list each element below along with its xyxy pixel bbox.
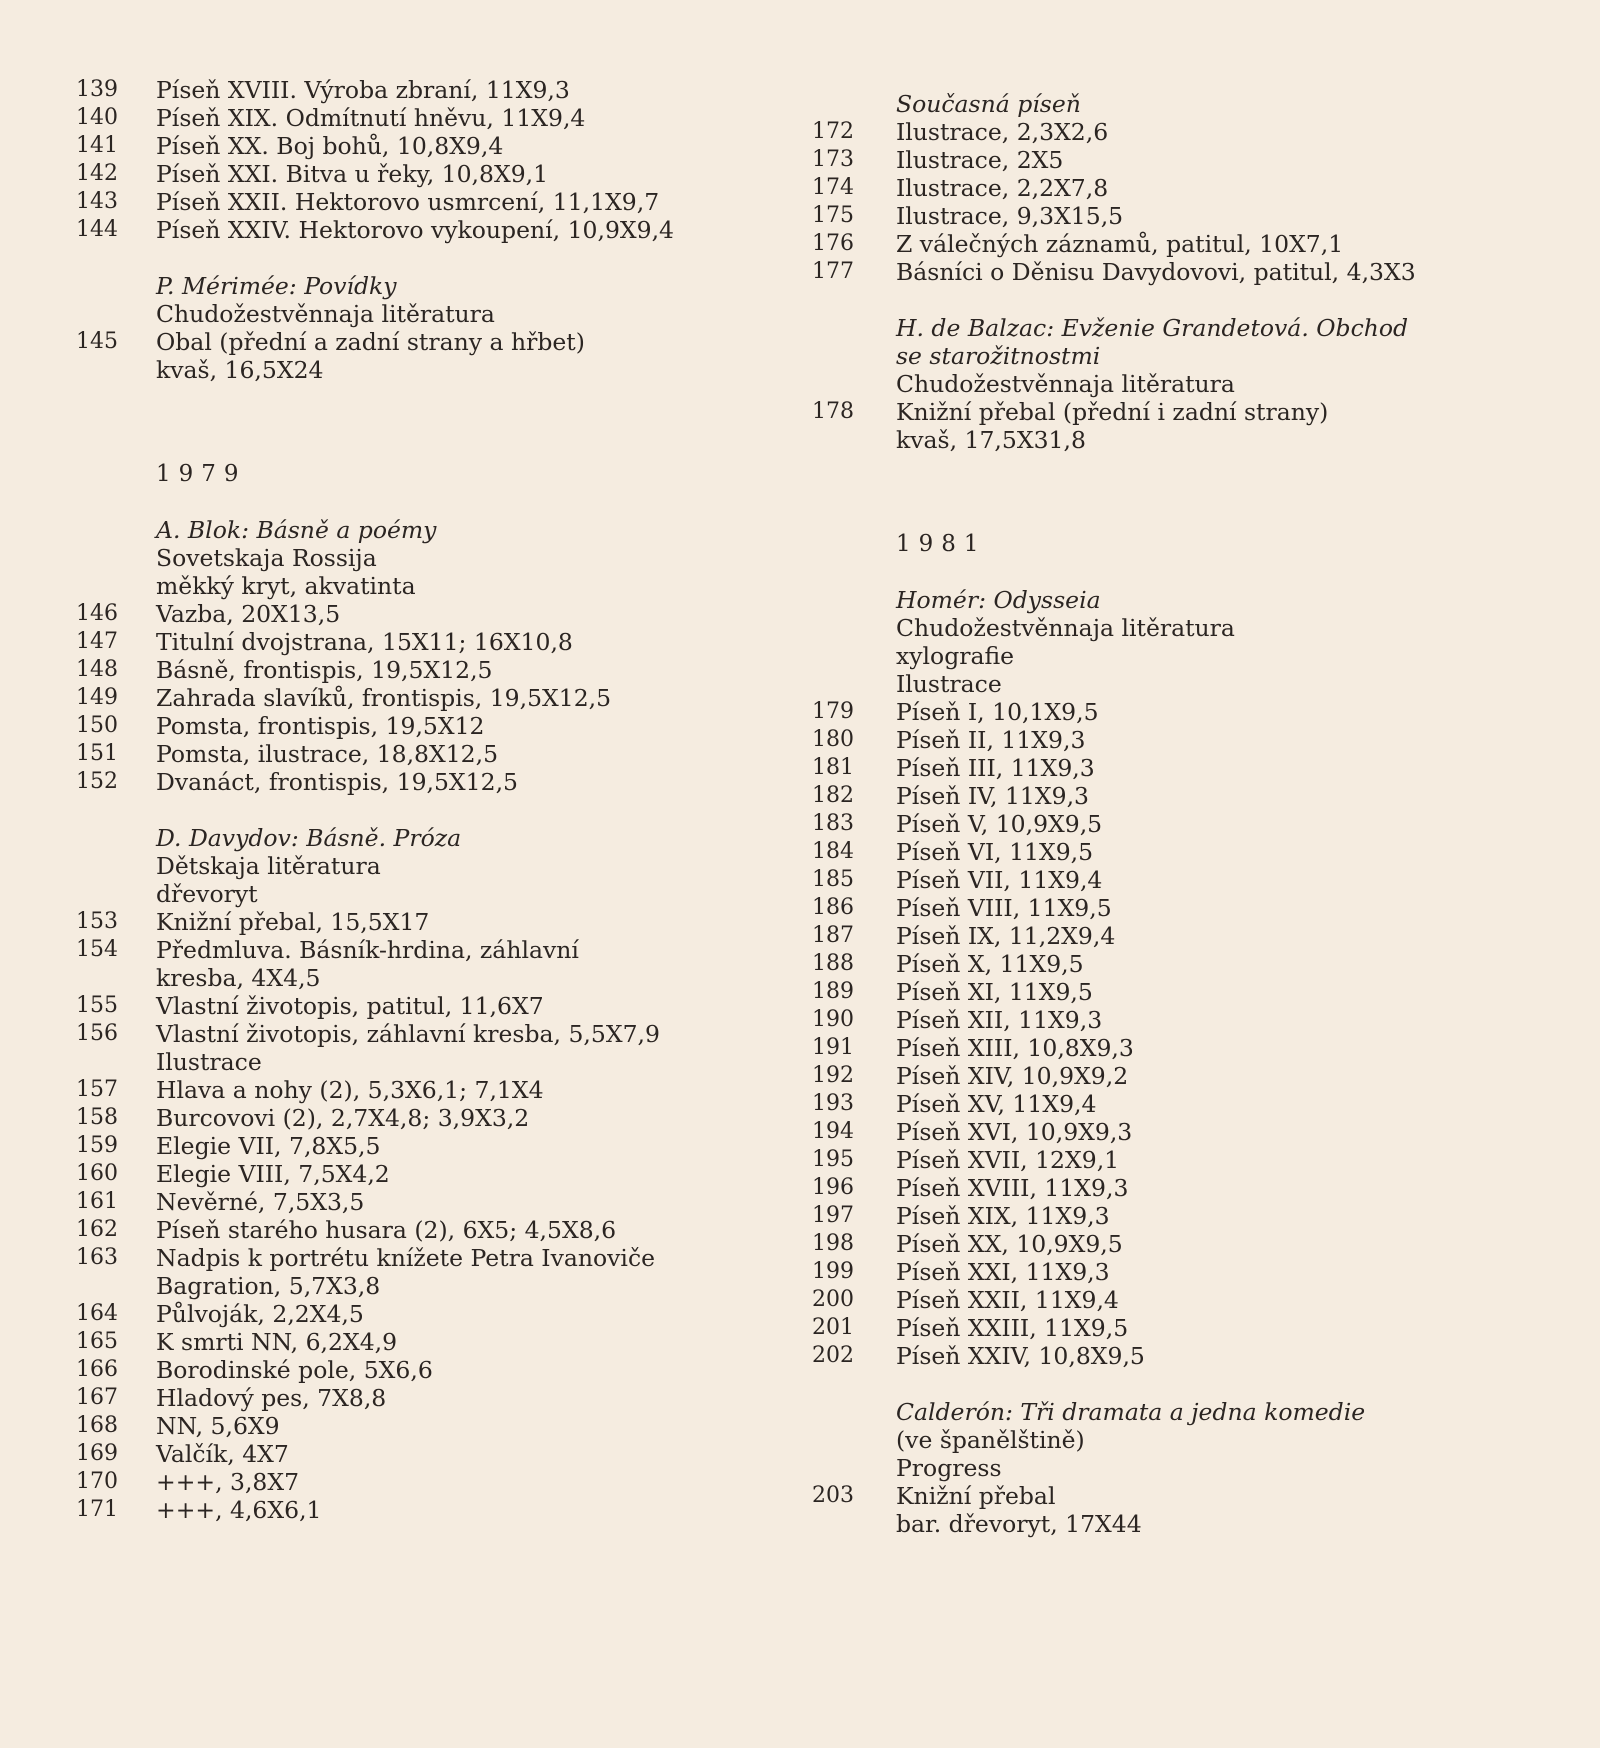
item-number: 192 <box>812 1063 854 1088</box>
entry-list <box>76 76 716 244</box>
item-text: Píseň IX, 11,2X9,4 <box>896 922 1116 950</box>
list-item <box>76 656 716 684</box>
item-number: 159 <box>76 1133 118 1158</box>
item-text: Píseň XXII. Hektorovo usmrcení, 11,1X9,7 <box>156 188 660 216</box>
item-number: 150 <box>76 713 118 738</box>
item-number: 190 <box>812 1007 854 1032</box>
item-number: 146 <box>76 601 118 626</box>
list-item <box>76 992 716 1020</box>
item-number: 164 <box>76 1301 118 1326</box>
book-title: H. de Balzac: Evženie Grandetová. Obchod <box>896 314 1409 342</box>
item-text: +++, 4,6X6,1 <box>156 1496 322 1524</box>
right-column <box>812 76 1532 1538</box>
item-text: Půlvoják, 2,2X4,5 <box>156 1300 364 1328</box>
item-text: Píseň XIX. Odmítnutí hněvu, 11X9,4 <box>156 104 586 132</box>
list-item <box>812 978 1532 1006</box>
item-number: 175 <box>812 203 854 228</box>
entry-list <box>76 1300 716 1524</box>
list-item <box>76 1020 716 1048</box>
item-text: Píseň XVIII, 11X9,3 <box>896 1174 1129 1202</box>
item-text: Hladový pes, 7X8,8 <box>156 1384 387 1412</box>
item-number: 141 <box>76 133 118 158</box>
item-text: Pomsta, ilustrace, 18,8X12,5 <box>156 740 499 768</box>
list-item <box>812 838 1532 866</box>
section-label: Ilustrace <box>896 670 1002 698</box>
item-number: 191 <box>812 1035 854 1060</box>
list-item <box>812 1090 1532 1118</box>
item-text: Píseň XV, 11X9,4 <box>896 1090 1097 1118</box>
item-number: 145 <box>76 329 118 354</box>
list-item <box>812 146 1532 174</box>
list-item <box>812 1034 1532 1062</box>
item-number: 196 <box>812 1175 854 1200</box>
item-text: Píseň XXIII, 11X9,5 <box>896 1314 1129 1342</box>
item-number: 144 <box>76 217 118 242</box>
list-item <box>76 1188 716 1216</box>
item-text: Vlastní životopis, patitul, 11,6X7 <box>156 992 544 1020</box>
item-text: Dvanáct, frontispis, 19,5X12,5 <box>156 768 518 796</box>
item-number: 189 <box>812 979 854 1004</box>
item-text: Nevěrné, 7,5X3,5 <box>156 1188 365 1216</box>
publisher: Sovetskaja Rossija <box>156 544 377 572</box>
list-item <box>812 726 1532 754</box>
item-number: 202 <box>812 1343 854 1368</box>
book-title: A. Blok: Básně a poémy <box>156 516 437 544</box>
item-text: Borodinské pole, 5X6,6 <box>156 1356 433 1384</box>
item-number: 139 <box>76 77 118 102</box>
item-number: 142 <box>76 161 118 186</box>
item-text: Píseň XX. Boj bohů, 10,8X9,4 <box>156 132 504 160</box>
list-item <box>76 936 716 964</box>
item-number: 162 <box>76 1217 118 1242</box>
book-title: D. Davydov: Básně. Próza <box>156 824 462 852</box>
item-number: 185 <box>812 867 854 892</box>
item-text: Píseň XIII, 10,8X9,3 <box>896 1034 1134 1062</box>
item-text: Elegie VII, 7,8X5,5 <box>156 1132 381 1160</box>
list-item <box>812 118 1532 146</box>
list-item <box>812 1062 1532 1090</box>
item-text: Píseň VII, 11X9,4 <box>896 866 1103 894</box>
entry-list <box>76 600 716 796</box>
item-number: 188 <box>812 951 854 976</box>
item-number: 184 <box>812 839 854 864</box>
list-item <box>76 216 716 244</box>
item-number: 187 <box>812 923 854 948</box>
list-item <box>76 1076 716 1104</box>
item-text: Ilustrace, 2,3X2,6 <box>896 118 1109 146</box>
item-text: Píseň XVII, 12X9,1 <box>896 1146 1120 1174</box>
entry-continuation: Bagration, 5,7X3,8 <box>156 1272 381 1300</box>
list-item <box>812 258 1532 286</box>
entry-list <box>812 698 1532 1370</box>
list-item <box>812 1118 1532 1146</box>
item-text: Burcovovi (2), 2,7X4,8; 3,9X3,2 <box>156 1104 530 1132</box>
item-text: Píseň II, 11X9,3 <box>896 726 1086 754</box>
item-text: Píseň XXI. Bitva u řeky, 10,8X9,1 <box>156 160 549 188</box>
publisher: Progress <box>896 1454 1002 1482</box>
list-item <box>76 1300 716 1328</box>
item-text: Zahrada slavíků, frontispis, 19,5X12,5 <box>156 684 612 712</box>
item-number: 203 <box>812 1483 854 1508</box>
item-text: Nadpis k portrétu knížete Petra Ivanoviče <box>156 1244 656 1272</box>
item-text: Píseň XX, 10,9X9,5 <box>896 1230 1123 1258</box>
item-text: +++, 3,8X7 <box>156 1468 300 1496</box>
item-number: 201 <box>812 1315 854 1340</box>
item-number: 173 <box>812 147 854 172</box>
list-item <box>76 600 716 628</box>
list-item <box>76 1496 716 1524</box>
list-item <box>812 1006 1532 1034</box>
item-number: 176 <box>812 231 854 256</box>
year-heading: 1981 <box>896 531 987 557</box>
item-text: Vlastní životopis, záhlavní kresba, 5,5X7,9 <box>156 1020 660 1048</box>
item-number: 155 <box>76 993 118 1018</box>
list-item <box>76 712 716 740</box>
item-text: Píseň starého husara (2), 6X5; 4,5X8,6 <box>156 1216 617 1244</box>
list-item <box>76 188 716 216</box>
item-number: 183 <box>812 811 854 836</box>
item-number: 147 <box>76 629 118 654</box>
item-number: 177 <box>812 259 854 284</box>
list-item <box>76 1468 716 1496</box>
item-number: 194 <box>812 1119 854 1144</box>
item-number: 170 <box>76 1469 118 1494</box>
book-subtitle: (ve španělštině) <box>896 1426 1085 1454</box>
technique: kvaš, 16,5X24 <box>156 356 324 384</box>
item-number: 152 <box>76 769 118 794</box>
item-text: Píseň XIV, 10,9X9,2 <box>896 1062 1129 1090</box>
list-item <box>812 1342 1532 1370</box>
technique: bar. dřevoryt, 17X44 <box>896 1510 1142 1538</box>
item-number: 174 <box>812 175 854 200</box>
item-number: 156 <box>76 1021 118 1046</box>
list-item <box>812 1174 1532 1202</box>
list-item <box>76 768 716 796</box>
list-item <box>76 1328 716 1356</box>
list-item <box>812 1146 1532 1174</box>
item-number: 182 <box>812 783 854 808</box>
list-item <box>76 1132 716 1160</box>
item-number: 161 <box>76 1189 118 1214</box>
list-item <box>76 76 716 104</box>
item-number: 197 <box>812 1203 854 1228</box>
item-number: 168 <box>76 1413 118 1438</box>
item-text: Píseň IV, 11X9,3 <box>896 782 1089 810</box>
list-item <box>812 174 1532 202</box>
item-text: Knižní přebal <box>896 1482 1056 1510</box>
item-text: Hlava a nohy (2), 5,3X6,1; 7,1X4 <box>156 1076 544 1104</box>
list-item <box>812 398 1532 426</box>
item-number: 149 <box>76 685 118 710</box>
list-item <box>812 1202 1532 1230</box>
list-item <box>812 1314 1532 1342</box>
list-item <box>812 202 1532 230</box>
item-number: 167 <box>76 1385 118 1410</box>
item-text: Píseň XII, 11X9,3 <box>896 1006 1103 1034</box>
item-text: Píseň XXIV. Hektorovo vykoupení, 10,9X9,4 <box>156 216 674 244</box>
list-item <box>76 1412 716 1440</box>
item-number: 169 <box>76 1441 118 1466</box>
list-item <box>76 1384 716 1412</box>
list-item <box>76 328 716 356</box>
item-text: Píseň V, 10,9X9,5 <box>896 810 1103 838</box>
item-text: Knižní přebal (přední i zadní strany) <box>896 398 1329 426</box>
list-item <box>76 1440 716 1468</box>
item-number: 179 <box>812 699 854 724</box>
list-item <box>76 1160 716 1188</box>
item-number: 166 <box>76 1357 118 1382</box>
technique: měkký kryt, akvatinta <box>156 572 416 600</box>
list-item <box>812 698 1532 726</box>
book-title: Současná píseň <box>896 90 1081 118</box>
item-text: Obal (přední a zadní strany a hřbet) <box>156 328 585 356</box>
publisher: Dětskaja litěratura <box>156 852 381 880</box>
item-text: NN, 5,6X9 <box>156 1412 280 1440</box>
technique: xylografie <box>896 642 1015 670</box>
publisher: Chudožestvěnnaja litěratura <box>896 614 1235 642</box>
item-number: 153 <box>76 909 118 934</box>
list-item <box>76 628 716 656</box>
list-item <box>76 1104 716 1132</box>
year-heading: 1979 <box>156 461 247 487</box>
item-text: Píseň X, 11X9,5 <box>896 950 1084 978</box>
item-number: 165 <box>76 1329 118 1354</box>
entry-list <box>812 118 1532 286</box>
book-title: se starožitnostmi <box>896 342 1101 370</box>
item-text: Ilustrace, 9,3X15,5 <box>896 202 1124 230</box>
list-item <box>812 1230 1532 1258</box>
item-text: Pomsta, frontispis, 19,5X12 <box>156 712 485 740</box>
list-item <box>76 1244 716 1272</box>
item-text: Elegie VIII, 7,5X4,2 <box>156 1160 390 1188</box>
list-item <box>812 1286 1532 1314</box>
item-number: 140 <box>76 105 118 130</box>
item-text: Píseň XXI, 11X9,3 <box>896 1258 1110 1286</box>
list-item <box>812 950 1532 978</box>
item-text: Píseň VI, 11X9,5 <box>896 838 1094 866</box>
book-title: Calderón: Tři dramata a jedna komedie <box>896 1398 1366 1426</box>
item-number: 200 <box>812 1287 854 1312</box>
list-item <box>76 160 716 188</box>
item-text: Píseň I, 10,1X9,5 <box>896 698 1099 726</box>
item-number: 181 <box>812 755 854 780</box>
item-text: Píseň XVIII. Výroba zbraní, 11X9,3 <box>156 76 570 104</box>
item-text: Předmluva. Básník-hrdina, záhlavní <box>156 936 579 964</box>
item-number: 151 <box>76 741 118 766</box>
item-number: 163 <box>76 1245 118 1270</box>
item-text: Píseň III, 11X9,3 <box>896 754 1095 782</box>
list-item <box>812 1258 1532 1286</box>
list-item <box>76 1356 716 1384</box>
item-number: 171 <box>76 1497 118 1522</box>
item-number: 160 <box>76 1161 118 1186</box>
item-text: Ilustrace, 2,2X7,8 <box>896 174 1109 202</box>
list-item <box>812 230 1532 258</box>
item-text: Píseň XXII, 11X9,4 <box>896 1286 1119 1314</box>
technique: kvaš, 17,5X31,8 <box>896 426 1086 454</box>
section-label: Ilustrace <box>156 1048 262 1076</box>
item-number: 143 <box>76 189 118 214</box>
item-number: 193 <box>812 1091 854 1116</box>
item-text: Titulní dvojstrana, 15X11; 16X10,8 <box>156 628 573 656</box>
list-item <box>76 132 716 160</box>
publisher: Chudožestvěnnaja litěratura <box>156 300 495 328</box>
item-number: 178 <box>812 399 854 424</box>
list-item <box>76 1216 716 1244</box>
item-text: Píseň XVI, 10,9X9,3 <box>896 1118 1133 1146</box>
item-text: Ilustrace, 2X5 <box>896 146 1064 174</box>
item-text: Píseň XXIV, 10,8X9,5 <box>896 1342 1145 1370</box>
item-text: Básníci o Děnisu Davydovovi, patitul, 4,3X3 <box>896 258 1416 286</box>
list-item <box>812 782 1532 810</box>
list-item <box>812 922 1532 950</box>
item-text: Knižní přebal, 15,5X17 <box>156 908 430 936</box>
item-text: Z válečných záznamů, patitul, 10X7,1 <box>896 230 1344 258</box>
item-number: 172 <box>812 119 854 144</box>
list-item <box>76 740 716 768</box>
item-number: 154 <box>76 937 118 962</box>
list-item <box>76 104 716 132</box>
entry-continuation: kresba, 4X4,5 <box>156 964 321 992</box>
list-item <box>812 810 1532 838</box>
item-number: 199 <box>812 1259 854 1284</box>
item-number: 198 <box>812 1231 854 1256</box>
item-number: 186 <box>812 895 854 920</box>
item-number: 157 <box>76 1077 118 1102</box>
item-text: Vazba, 20X13,5 <box>156 600 341 628</box>
publisher: Chudožestvěnnaja litěratura <box>896 370 1235 398</box>
item-number: 148 <box>76 657 118 682</box>
list-item <box>812 1482 1532 1510</box>
entry-list <box>76 908 716 964</box>
item-text: Básně, frontispis, 19,5X12,5 <box>156 656 493 684</box>
item-text: Píseň XIX, 11X9,3 <box>896 1202 1110 1230</box>
item-text: Píseň XI, 11X9,5 <box>896 978 1093 1006</box>
list-item <box>76 684 716 712</box>
list-item <box>812 866 1532 894</box>
entry-list <box>76 992 716 1048</box>
item-text: K smrti NN, 6,2X4,9 <box>156 1328 398 1356</box>
book-title: Homér: Odysseia <box>896 586 1101 614</box>
item-number: 158 <box>76 1105 118 1130</box>
item-number: 180 <box>812 727 854 752</box>
left-column <box>76 76 716 1524</box>
item-number: 195 <box>812 1147 854 1172</box>
list-item <box>812 754 1532 782</box>
book-title: P. Mérimée: Povídky <box>156 272 397 300</box>
entry-list <box>76 1076 716 1272</box>
item-text: Valčík, 4X7 <box>156 1440 289 1468</box>
list-item <box>76 908 716 936</box>
item-text: Píseň VIII, 11X9,5 <box>896 894 1112 922</box>
list-item <box>812 894 1532 922</box>
technique: dřevoryt <box>156 880 258 908</box>
